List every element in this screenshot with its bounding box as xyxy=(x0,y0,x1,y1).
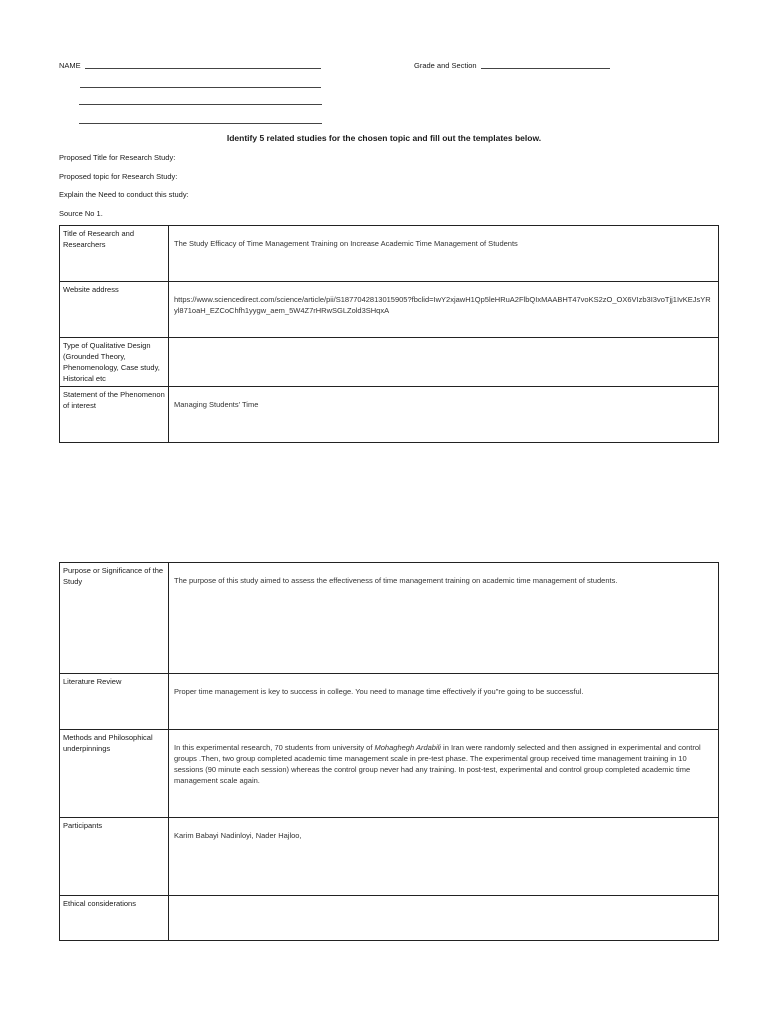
instruction-heading: Identify 5 related studies for the chosen topic and fill out the templates below. xyxy=(226,133,542,143)
row-label: Methods and Philosophical underpinnings xyxy=(60,730,169,818)
grade-label: Grade and Section xyxy=(414,61,477,70)
row-label: Purpose or Significance of the Study xyxy=(60,563,169,674)
row-label: Title of Research and Researchers xyxy=(60,226,169,282)
table-row xyxy=(60,282,719,338)
methods-value[interactable] xyxy=(169,730,719,818)
methods-text-italic: Mohaghegh Ardabili xyxy=(374,743,441,752)
row-label: Ethical considerations xyxy=(60,896,169,941)
website-value[interactable]: https://www.sciencedirect.com/science/article/pii/S1877042813015905?fbclid=IwY2xjawH1Qp5leHRuA2FlbQIxMAABHT47voKS2zO_OX6VIzb3I3voTjj1IvKEJsYRyl871oaH_EZCoChfh1yygw_aem_5W4Z7rHRwSGLZold3SHqxA xyxy=(169,282,719,338)
row-label: Literature Review xyxy=(60,674,169,730)
design-value[interactable] xyxy=(169,338,719,387)
row-label: Website address xyxy=(60,282,169,338)
table-row xyxy=(60,730,719,818)
table-row xyxy=(60,563,719,674)
row-label: Participants xyxy=(60,818,169,896)
methods-text-post: in Iran were randomly selected and then assigned in experimental and control groups .Then, two group completed academic time management scale in pre-test phase. The experimental group received time management training in 10 sessions (90 minute each session) whereas the control group never had any training. In post-test, experimental and control group completed academic time management scale again. xyxy=(174,743,701,785)
prompt-title: Proposed Title for Research Study: xyxy=(59,153,176,162)
table-row xyxy=(60,896,719,941)
row-label: Type of Qualitative Design (Grounded Theory, Phenomenology, Case study, Historical etc xyxy=(60,338,169,387)
table-row xyxy=(60,818,719,896)
name-input-line-4[interactable] xyxy=(79,123,322,124)
ethics-value[interactable] xyxy=(169,896,719,941)
name-input-line-3[interactable] xyxy=(79,104,322,105)
source-table-1 xyxy=(59,225,719,443)
table-row xyxy=(60,387,719,443)
name-label: NAME xyxy=(59,61,81,70)
grade-input-line[interactable] xyxy=(481,68,610,69)
purpose-value[interactable]: The purpose of this study aimed to assess the effectiveness of time management training on academic time management of students. xyxy=(169,563,719,674)
prompt-source: Source No 1. xyxy=(59,209,103,218)
table-row xyxy=(60,226,719,282)
table-row xyxy=(60,674,719,730)
participants-value[interactable]: Karim Babayi Nadinloyi, Nader Hajloo, xyxy=(169,818,719,896)
title-value[interactable]: The Study Efficacy of Time Management Training on Increase Academic Time Management of Students xyxy=(169,226,719,282)
phenomenon-value[interactable]: Managing Students' Time xyxy=(169,387,719,443)
prompt-need: Explain the Need to conduct this study: xyxy=(59,190,189,199)
methods-text-pre: In this experimental research, 70 students from university of xyxy=(174,743,375,752)
literature-value[interactable]: Proper time management is key to success in college. You need to manage time effectively if you"re going to be successful. xyxy=(169,674,719,730)
source-table-2 xyxy=(59,562,719,941)
name-input-line-2[interactable] xyxy=(80,87,321,88)
table-row xyxy=(60,338,719,387)
name-input-line[interactable] xyxy=(85,68,321,69)
row-label: Statement of the Phenomenon of interest xyxy=(60,387,169,443)
prompt-topic: Proposed topic for Research Study: xyxy=(59,172,178,181)
